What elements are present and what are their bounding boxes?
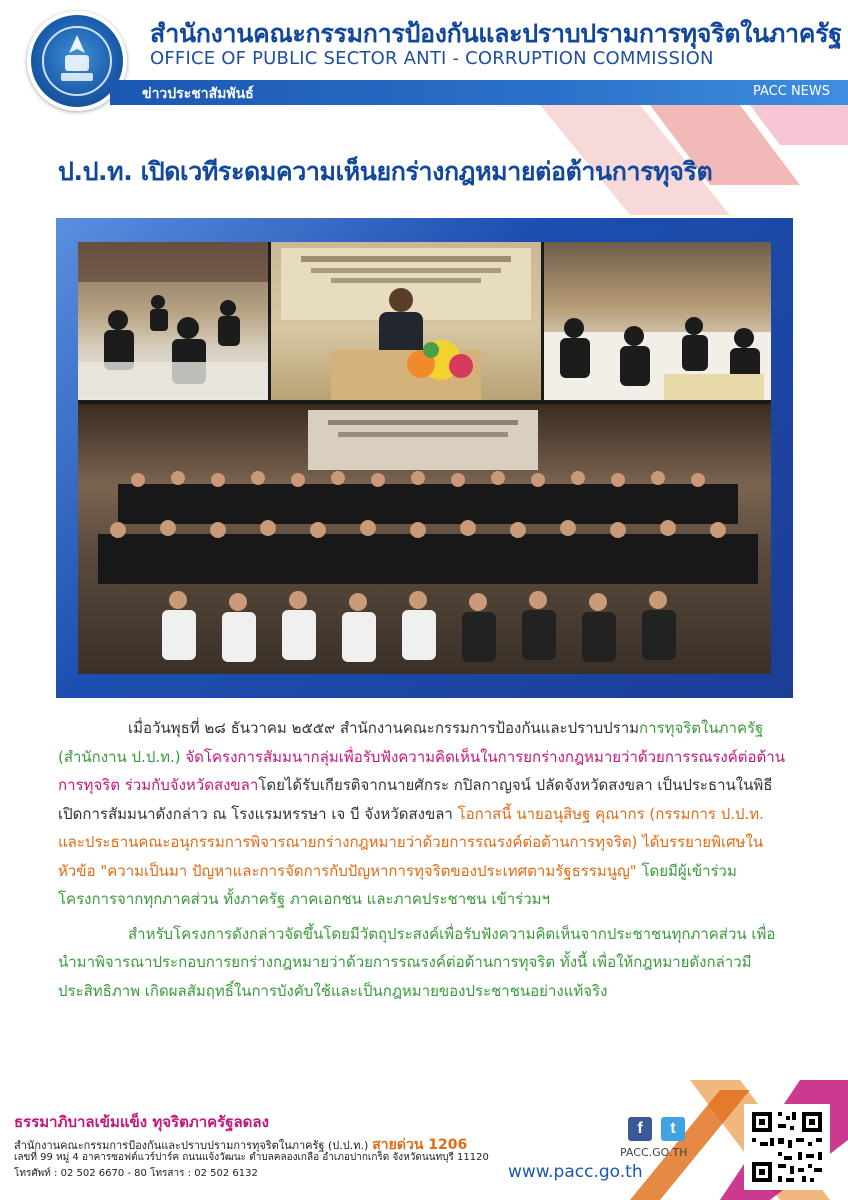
org-title-english: OFFICE OF PUBLIC SECTOR ANTI - CORRUPTION COMMISSION xyxy=(150,48,714,69)
paragraph-1-segment: โอกาสนี้ นายอนุสิษฐ คุณากร (กรรมการ ป.ป.ท. และประธานคณะอนุกรรมการพิจารณายกร่างกฎหมายว่าด้วยการรณรงค์ต่อต้านการทุจริต) ได้บรรยายพิเศษในหัวข้อ "ความเป็นมา ปัญหาและการจัดการกับปัญหาการทุจริตของประเทศตามรัฐธรรมนูญ" xyxy=(58,804,764,880)
speaker-podium-photo xyxy=(271,242,541,400)
photo-frame xyxy=(56,218,793,698)
footer-phone-fax: โทรศัพท์ : 02 502 6670 - 80 โทรสาร : 02 502 6132 xyxy=(14,1168,258,1179)
group-photo xyxy=(78,404,771,674)
photo-collage xyxy=(78,242,771,674)
paragraph-1-segment: โดยมีผู้เข้าร่วมโครงการจากทุกภาคส่วน ทั้งภาครัฐ ภาคเอกชน และภาคประชาชน เข้าร่วมฯ xyxy=(58,861,737,908)
twitter-icon[interactable]: t xyxy=(661,1117,685,1141)
paragraph-1-segment: โดยได้รับเกียรติจากนายศักระ กปิลกาญจน์ ปลัดจังหวัดสงขลา เป็นประธานในพิธีเปิดการสัมมนาดังกล่าว ณ โรงแรมหรรษา เจ บี จังหวัดสงขลา xyxy=(58,776,773,823)
news-label-thai: ข่าวประชาสัมพันธ์ xyxy=(142,86,254,102)
website-link[interactable]: www.pacc.go.th xyxy=(508,1162,643,1182)
article-body xyxy=(58,714,794,1005)
paragraph-1-segment: การทุจริตในภาครัฐ (สำนักงาน ป.ป.ท.) xyxy=(58,719,764,766)
discussion-group-photo xyxy=(544,242,771,400)
paragraph-2-segment: สำหรับโครงการดังกล่าวจัดขึ้นโดยมีวัตถุประสงค์เพื่อรับฟังความคิดเห็นจากประชาชนทุกภาคส่วน เพื่อนำมาพิจารณาประกอบการยกร่างกฎหมายว่าด้วยการรณรงค์ต่อต้านการทุจริต ทั้งนี้ เพื่อให้กฎหมายดังกล่าวมีประสิทธิภาพ เกิดผลสัมฤทธิ์ในการบังคับใช้และเป็นกฎหมายของประชาชนอย่างแท้จริง xyxy=(58,924,776,1000)
facebook-icon[interactable]: f xyxy=(628,1117,652,1141)
article-paragraph-2 xyxy=(58,920,794,1006)
seminar-attendees-photo xyxy=(78,242,268,400)
hotline-number: สายด่วน 1206 xyxy=(372,1137,468,1153)
news-headline: ป.ป.ท. เปิดเวทีระดมความเห็นยกร่างกฎหมายต่อต้านการทุจริต xyxy=(58,157,713,186)
qr-code-icon xyxy=(748,1108,826,1186)
footer-org-name: สำนักงานคณะกรรมการป้องกันและปราบปรามการทุจริตในภาครัฐ (ป.ป.ท.) xyxy=(14,1139,369,1152)
paragraph-1-segment: เมื่อวันพุธที่ ๒๘ ธันวาคม ๒๕๕๙ สำนักงานคณะกรรมการป้องกันและปราบปราม xyxy=(128,719,640,737)
news-banner xyxy=(110,80,848,105)
footer-slogan: ธรรมาภิบาลเข้มแข็ง ทุจริตภาครัฐลดลง xyxy=(14,1113,269,1131)
news-label-english: PACC NEWS xyxy=(752,84,830,99)
footer-address: เลขที่ 99 หมู่ 4 อาคารซอฟต์แวร์ปาร์ค ถนนแจ้งวัฒนะ ตำบลคลองเกลือ อำเภอปากเกร็ด จังหวัดนนทบุรี 11120 xyxy=(14,1152,489,1163)
site-short-name: PACC.GO.TH xyxy=(620,1146,688,1159)
paragraph-1-segment: จัดโครงการสัมมนากลุ่มเพื่อรับฟังความคิดเห็นในการยกร่างกฎหมายว่าด้วยการรณรงค์ต่อต้านการทุจริต ร่วมกับจังหวัดสงขลา xyxy=(58,747,785,794)
org-title-thai: สำนักงานคณะกรรมการป้องกันและปราบปรามการทุจริตในภาครัฐ xyxy=(150,19,842,48)
article-paragraph-1 xyxy=(58,714,794,914)
